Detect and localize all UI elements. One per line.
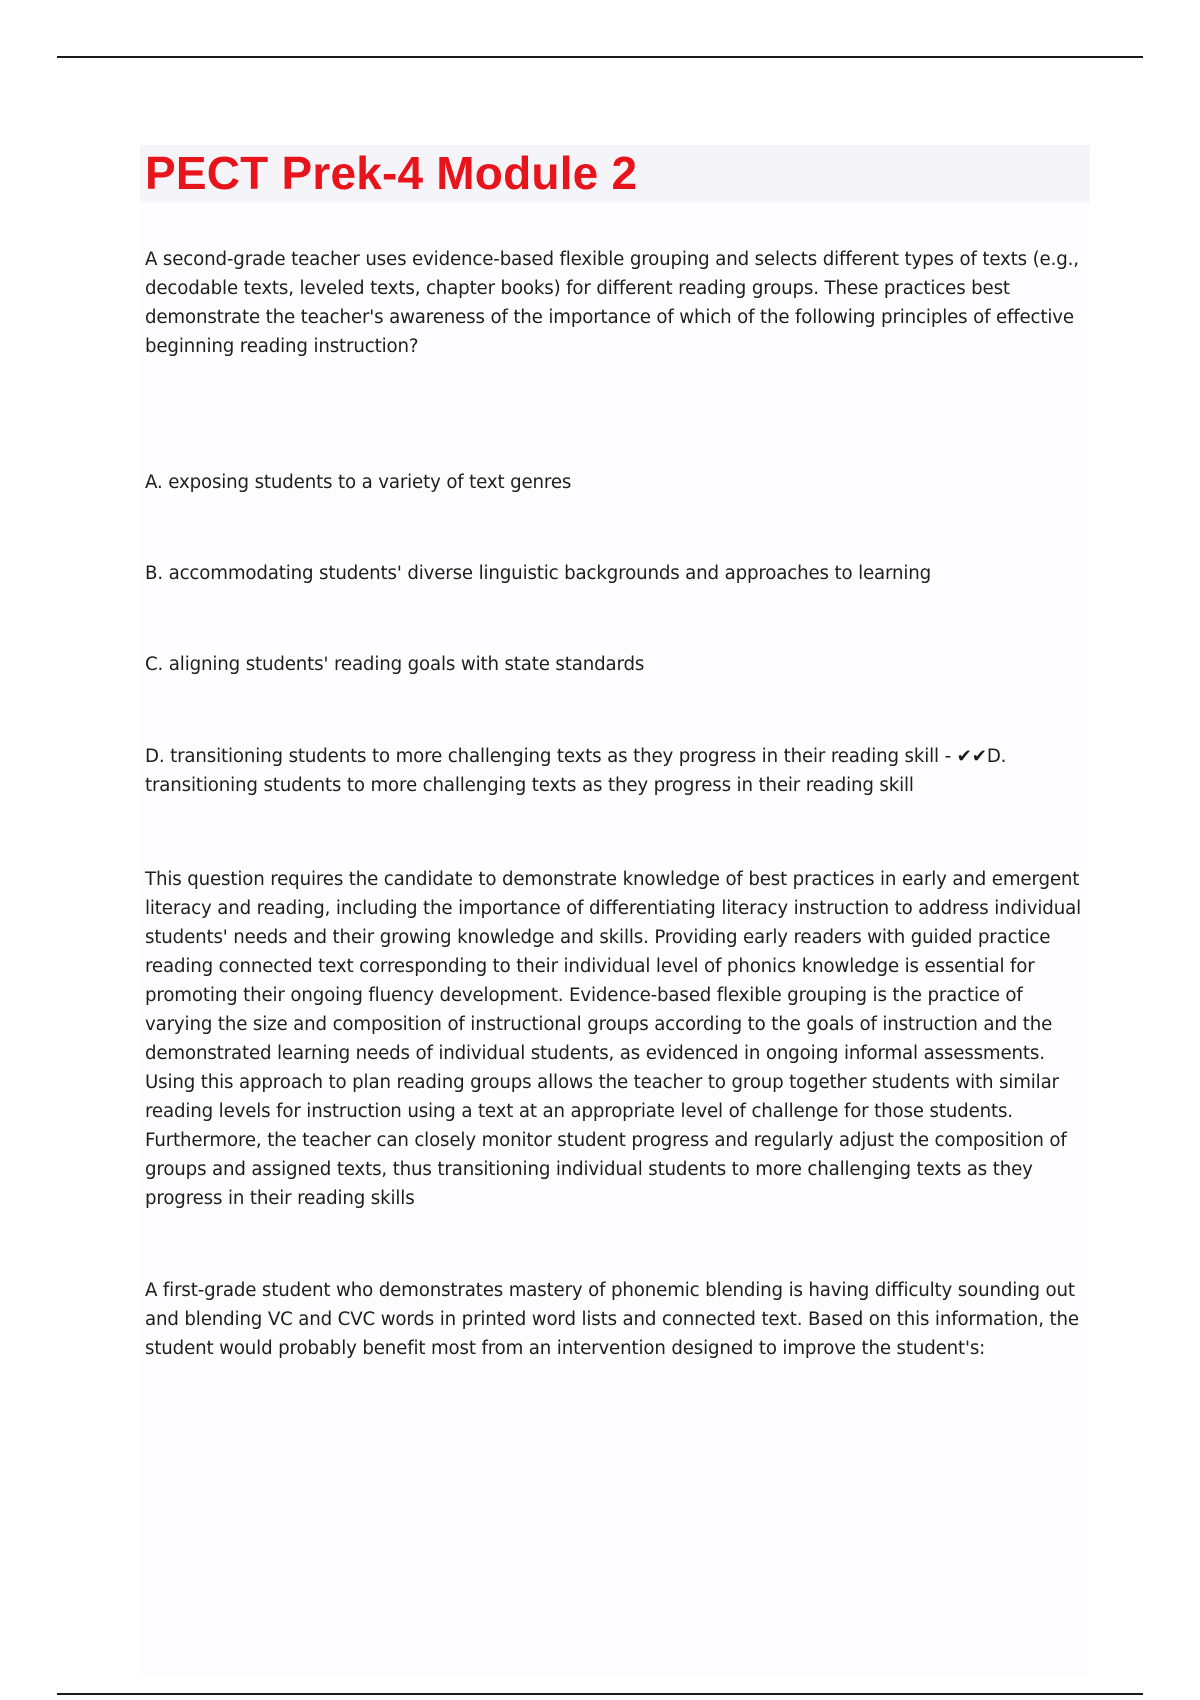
page-content	[140, 145, 1090, 1675]
question-1-option-d-with-answer	[145, 742, 1090, 800]
question-1-answer: D. transitioning students to more challenging texts as they progress in their reading skill	[145, 746, 1007, 796]
question-1-option-a: A. exposing students to a variety of text genres	[145, 472, 572, 493]
question-1-option-c: C. aligning students' reading goals with state standards	[145, 654, 645, 675]
top-rule	[57, 56, 1143, 58]
question-1-stem: A second-grade teacher uses evidence-based flexible grouping and selects different types of texts (e.g., decodable texts, leveled texts, chapter books) for different reading groups. These practices best demonstrate the teacher's awareness of the importance of which of the following principles of effective beginning reading instruction?	[145, 249, 1079, 357]
question-1-option-b: B. accommodating students' diverse linguistic backgrounds and approaches to learning	[145, 563, 932, 584]
title-band	[140, 145, 1090, 202]
question-1-option-d: D. transitioning students to more challenging texts as they progress in their reading skill	[145, 746, 939, 767]
document-title: PECT Prek-4 Module 2	[145, 147, 638, 199]
answer-separator: -	[938, 746, 957, 767]
question-2-stem: A first-grade student who demonstrates mastery of phonemic blending is having difficulty sounding out and blending VC and CVC words in printed word lists and connected text. Based on this information, the student would probably benefit most from an intervention designed to improve the student's:	[145, 1280, 1079, 1359]
question-1-explanation: This question requires the candidate to demonstrate knowledge of best practices in early and emergent literacy and reading, including the importance of differentiating literacy instruction to address individual students' needs and their growing knowledge and skills. Providing early readers with guided practice reading connected text corresponding to their individual level of phonics knowledge is essential for promoting their ongoing fluency development. Evidence-based flexible grouping is the practice of varying the size and composition of instructional groups according to the goals of instruction and the demonstrated learning needs of individual students, as evidenced in ongoing informal assessments. Using this approach to plan reading groups allows the teacher to group together students with similar reading levels for instruction using a text at an appropriate level of challenge for those students. Furthermore, the teacher can closely monitor student progress and regularly adjust the composition of groups and assigned texts, thus transitioning individual students to more challenging texts as they progress in their reading skills	[145, 869, 1081, 1209]
answer-check-icon: ✔✔	[956, 746, 987, 767]
bottom-rule	[57, 1693, 1143, 1695]
